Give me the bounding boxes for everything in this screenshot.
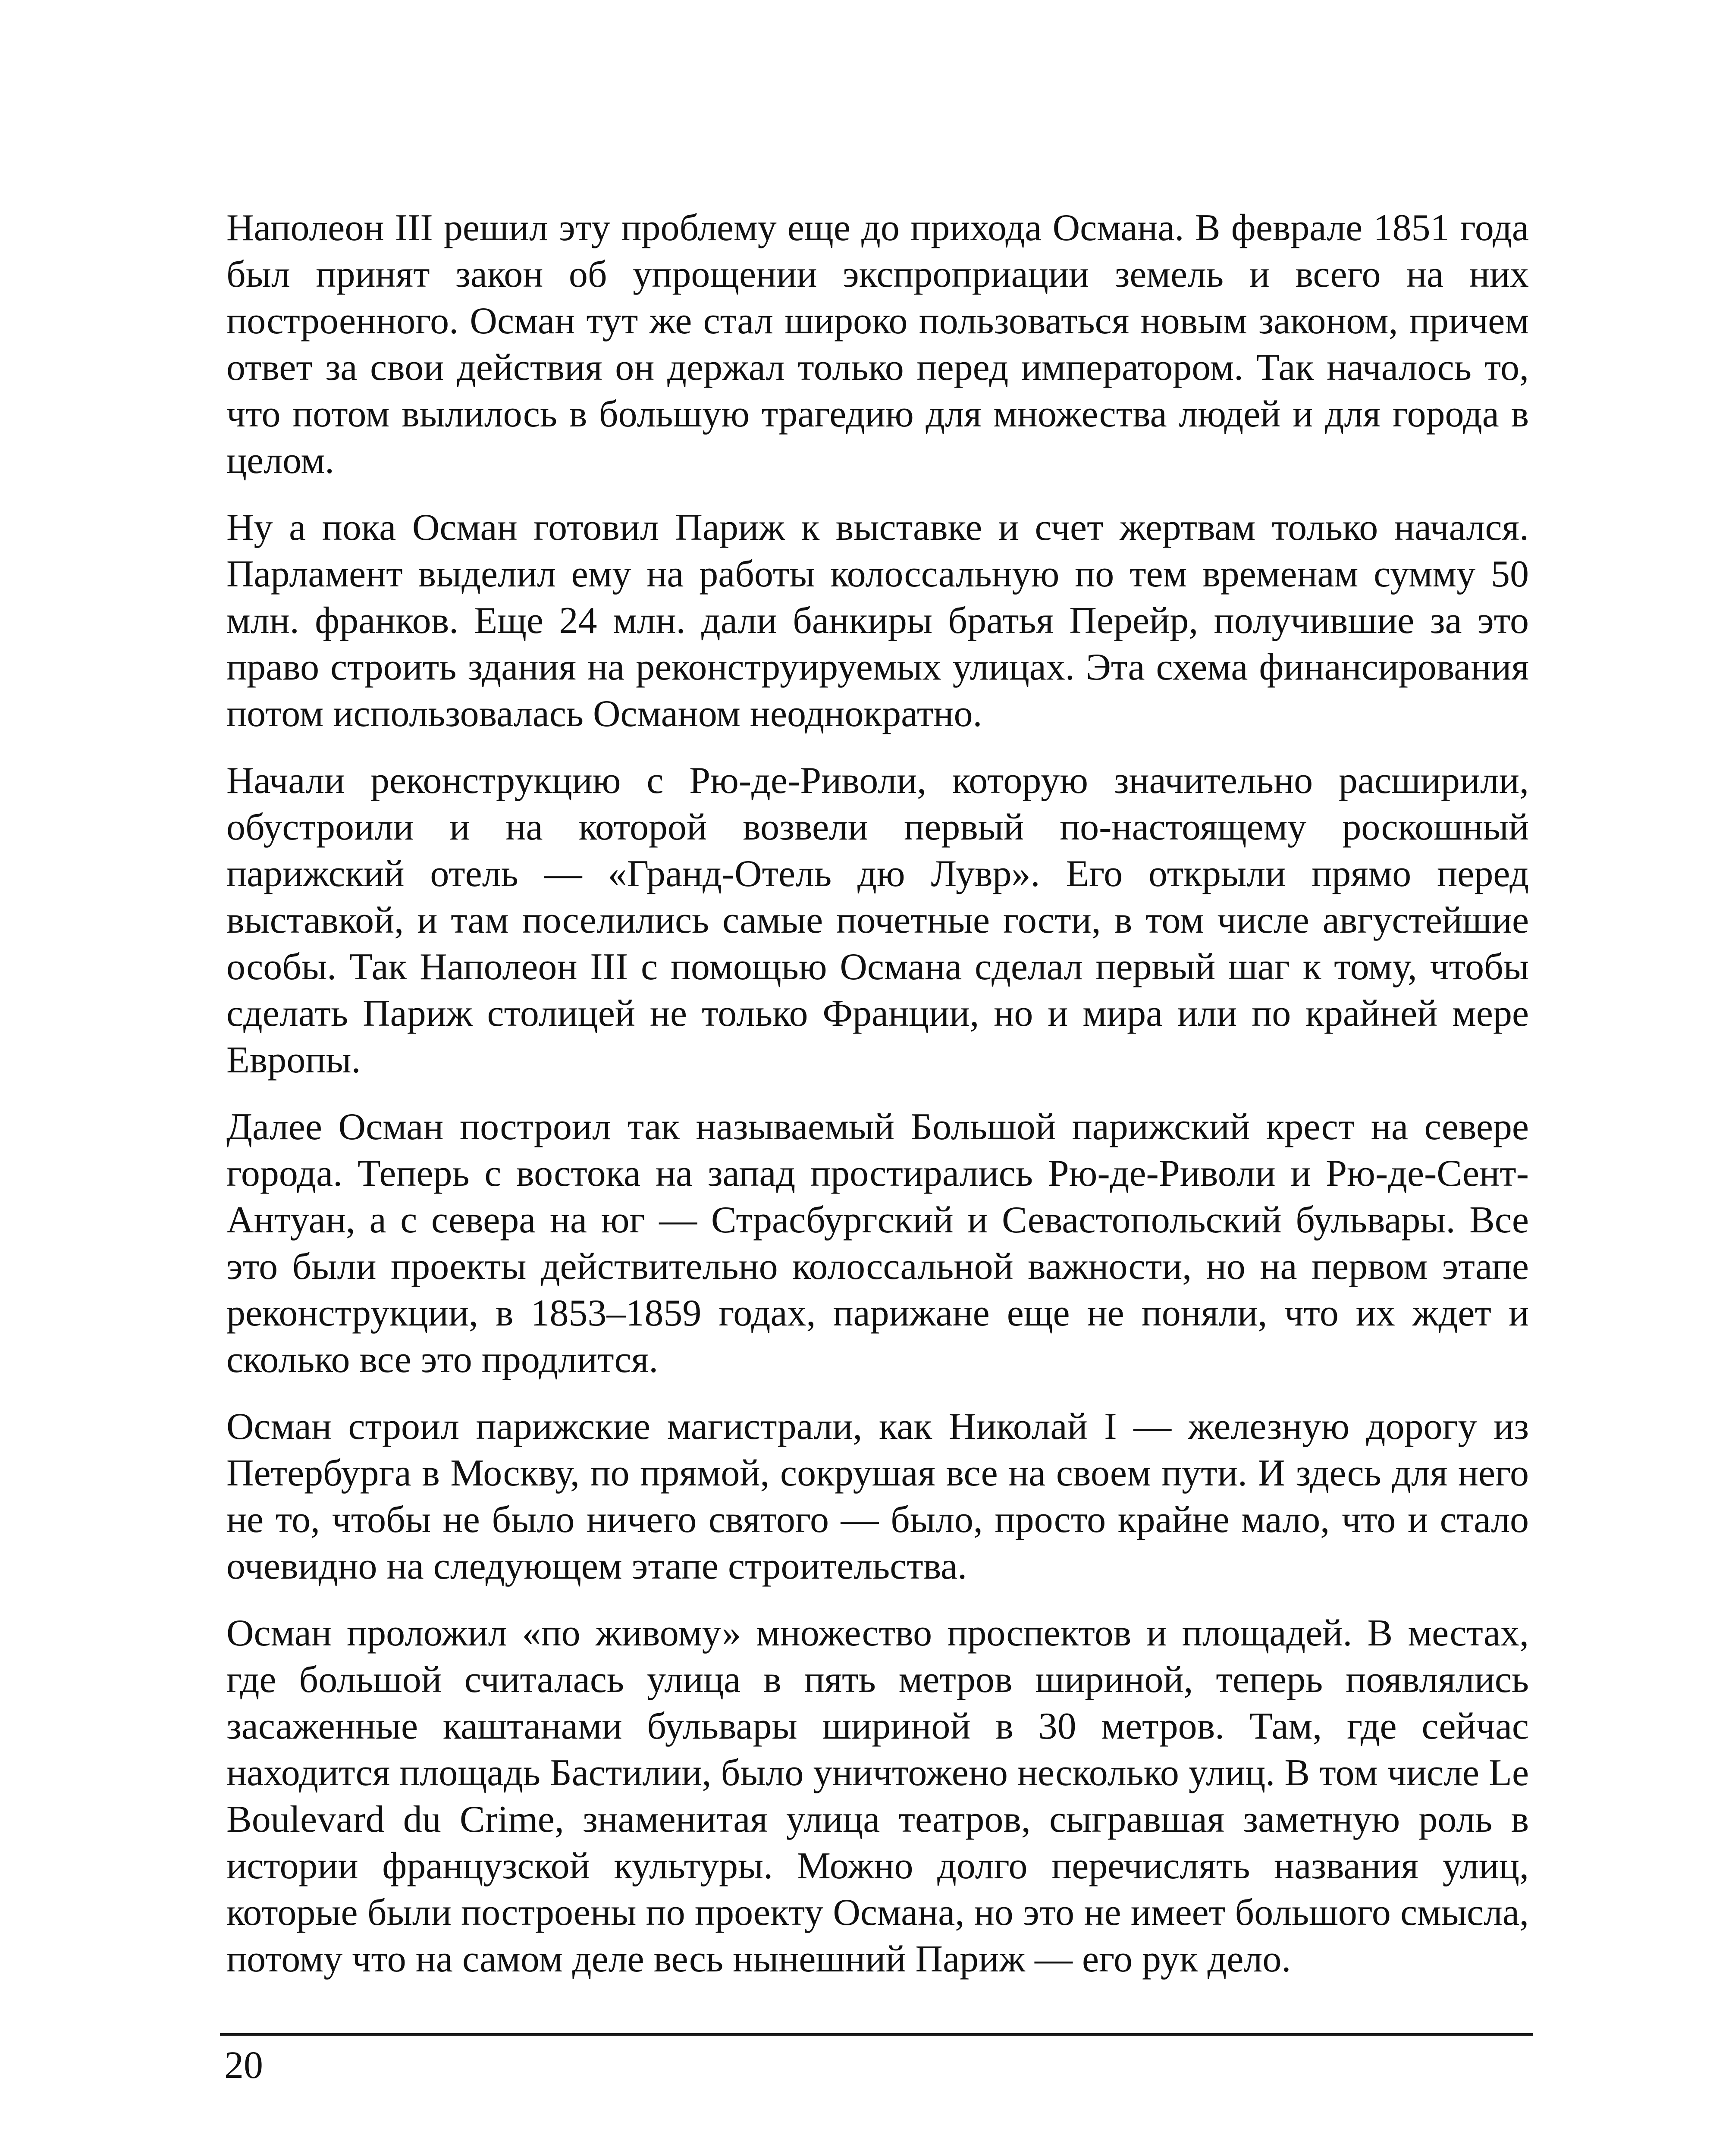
paragraph: Наполеон III решил эту проблему еще до прихода Османа. В феврале 1851 года был принят закон об упрощении экспроприации земель и всего на них построенного. Осман тут же стал широко пользоваться новым законом, причем ответ за свои действия он держал только перед императором. Так началось то, что потом вылилось в большую трагедию для множества людей и для города в целом. (226, 207, 1529, 482)
paragraph: Далее Осман построил так называемый Большой парижский крест на севере города. Теперь с востока на запад простирались Рю-де-Риволи и Рю-де-Сент-Антуан, а с севера на юг — Страсбургский и Севастопольский бульвары. Все это были проекты действительно колоссальной важности, но на первом этапе реконструкции, в 1853–1859 годах, парижане еще не поняли, что их ждет и сколько все это продлится. (226, 1106, 1529, 1381)
paragraph: Начали реконструкцию с Рю-де-Риволи, которую значительно расширили, обустроили и на которой возвели первый по-настоящему роскошный парижский отель — «Гранд-Отель дю Лувр». Его открыли прямо перед выставкой, и там поселились самые почетные гости, в том числе августейшие особы. Так Наполеон III с помощью Османа сделал первый шаг к тому, чтобы сделать Париж столицей не только Франции, но и мира или по крайней мере Европы. (226, 760, 1529, 1081)
page-number: 20 (224, 2044, 263, 2087)
paragraph: Осман строил парижские магистрали, как Николай I — железную дорогу из Петербурга в Москву, по прямой, сокрушая все на своем пути. И здесь для него не то, чтобы не было ничего святого — было, просто крайне мало, что и стало очевидно на следующем этапе строительства. (226, 1406, 1529, 1587)
body-text (226, 205, 1529, 2003)
paragraph: Ну а пока Осман готовил Париж к выставке и счет жертвам только начался. Парламент выделил ему на работы колоссальную по тем временам сумму 50 млн. франков. Еще 24 млн. дали банкиры братья Перейр, получившие за это право строить здания на реконструируемых улицах. Эта схема финансирования потом использовалась Османом неоднократно. (226, 507, 1529, 735)
footer-divider (220, 2033, 1533, 2036)
paragraph: Осман проложил «по живому» множество проспектов и площадей. В местах, где большой считалась улица в пять метров шириной, теперь появлялись засаженные каштанами бульвары шириной в 30 метров. Там, где сейчас находится площадь Бастилии, было уничтожено несколько улиц. В том числе Le Boulevard du Crime, знаменитая улица театров, сыгравшая заметную роль в истории французской культуры. Можно долго перечислять названия улиц, которые были построены по проекту Османа, но это не имеет большого смысла, потому что на самом деле весь нынешний Париж — его рук дело. (226, 1612, 1529, 1980)
